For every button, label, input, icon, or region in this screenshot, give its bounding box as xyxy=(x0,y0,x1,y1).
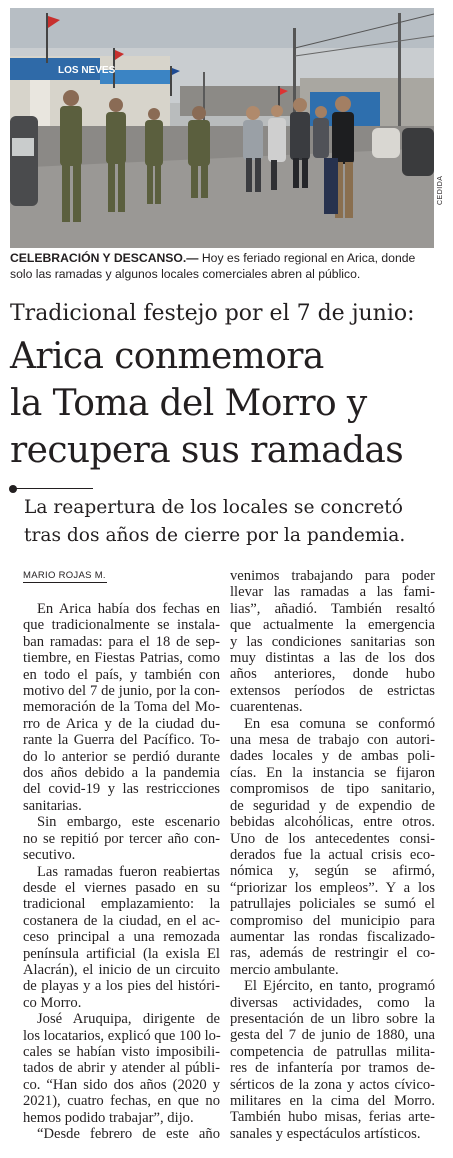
headline xyxy=(10,333,440,474)
article-line: José Aruquipa, dirigente de xyxy=(37,1011,220,1028)
article-line: llevar las ramadas a las fami- xyxy=(230,584,435,601)
article-line: no se repitió por tercer año con- xyxy=(23,830,220,847)
article-line: hemos podido trabajar”, dijo. xyxy=(23,1109,194,1126)
article-line: rante la Guerra del Pacífico. To- xyxy=(23,732,220,749)
article-line: 2021), cuatro fechas, en que no xyxy=(23,1093,220,1110)
bullet-dot xyxy=(9,485,17,493)
deck-line-2: tras dos años de cierre por la pandemia. xyxy=(24,525,406,546)
caption-line-1: Hoy es feriado regional en Arica, donde xyxy=(198,251,416,265)
kicker: Tradicional festejo por el 7 de junio: xyxy=(10,301,415,326)
article-line: cales se habían visto imposibili- xyxy=(23,1043,220,1060)
article-line: compromisos de tipo sanitario, xyxy=(230,781,435,798)
article-line: El Ejército, en tanto, programó xyxy=(244,978,435,995)
article-line: Las ramadas fueron reabiertas xyxy=(37,863,220,880)
article-line: res de infantería por tramos de- xyxy=(230,1060,435,1077)
deck-line-1: La reapertura de los locales se concretó xyxy=(24,497,403,518)
article-line: ban ramadas: para el 18 de sep- xyxy=(23,633,220,650)
byline-divider xyxy=(23,582,107,583)
article-line: costanera de la ciudad, en el ac- xyxy=(23,912,220,929)
article-line: co Morro. xyxy=(23,994,82,1011)
article-line: en todo el país, y también con xyxy=(23,666,220,683)
article-line: diversas actividades, como la xyxy=(230,994,435,1011)
article-line: motivo del 7 de junio, por la con- xyxy=(23,683,220,700)
article-line: secutivo. xyxy=(23,847,76,864)
article-line: años anteriores, donde hubo xyxy=(230,666,435,683)
photo-caption xyxy=(10,250,440,282)
article-line: desde el viernes pasado en su xyxy=(23,879,220,896)
article-line: ras, además de restringir el co- xyxy=(230,945,435,962)
article-line: tradicional emplazamiento: la xyxy=(23,896,220,913)
article-line: En Arica había dos fechas en xyxy=(37,601,220,617)
article-line: que actualmente la emergencia xyxy=(230,617,435,634)
headline-line-1: Arica conmemora xyxy=(10,336,324,377)
caption-lead: CELEBRACIÓN Y DESCANSO.— xyxy=(10,251,199,265)
article-line: En esa comuna se conformó xyxy=(244,715,435,732)
ramadas-scene-photo xyxy=(10,8,434,248)
headline-line-3: recupera sus ramadas xyxy=(10,430,404,471)
article-line: península artificial (la exisla El xyxy=(23,945,220,962)
article-line: ceso principal a una remozada xyxy=(23,929,220,946)
article-line: aumentar las rondas fiscalizado- xyxy=(230,928,435,945)
byline: MARIO ROJAS M. xyxy=(23,570,106,581)
article-line: gesta del 7 de junio de 1880, una xyxy=(230,1027,435,1044)
article-line: presentación de un libro sobre la xyxy=(230,1010,435,1027)
news-photo xyxy=(10,8,434,248)
article-line: dades locales y de ambas poli- xyxy=(230,748,435,765)
article-line: co. “Han sido dos años (2020 y xyxy=(23,1076,220,1093)
article-line: los locatarios, explicó que 100 lo- xyxy=(23,1027,221,1044)
deck-divider xyxy=(13,488,93,489)
article-line: “priorizar los empleos”. Y a los xyxy=(230,879,435,896)
headline-line-2: la Toma del Morro y xyxy=(10,383,367,424)
article-line: que tradicionalmente se instala- xyxy=(23,617,220,634)
article-line: mercio ambulante. xyxy=(230,961,339,978)
article-line: y las condiciones sanitarias son xyxy=(230,633,435,650)
article-line: rro de Arica y de la ciudad du- xyxy=(23,715,220,732)
article-line: bebidas alcohólicas, entre otros. xyxy=(230,814,435,831)
article-line: sanitarias. xyxy=(23,797,82,814)
photo-credit: CEDIDA xyxy=(437,175,444,205)
article-line: de seguridad y de expendio de xyxy=(230,797,435,814)
article-column-2 xyxy=(230,568,435,1142)
article-line: compromiso del municipio para xyxy=(230,912,435,929)
deck xyxy=(24,494,444,550)
article-line: extensos períodos de estrictas xyxy=(230,682,435,699)
article-line: patrullajes policiales se sumó el xyxy=(230,896,435,913)
article-line: muy distintas a las de los dos xyxy=(230,650,435,667)
article-line: Alacrán), el inicio de un circuito xyxy=(23,961,220,978)
article-line: una mesa de trabajo con autori- xyxy=(230,732,435,749)
article-line: competencia de patrullas milita- xyxy=(230,1043,435,1060)
article-line: del covid-19 y las restricciones xyxy=(23,781,220,798)
article-line: cías. En la instancia se fijaron xyxy=(230,764,435,781)
article-line: Uno de los antecedentes consi- xyxy=(230,830,435,847)
article-line: tados de abrir y atender al públi- xyxy=(23,1060,220,1077)
article-column-1 xyxy=(23,601,220,1142)
article-line: derados fue la actual crisis eco- xyxy=(230,846,435,863)
article-line: venimos trabajando para poder xyxy=(230,568,435,584)
article-line: Sin embargo, este escenario xyxy=(37,814,220,831)
article-line: dos años debido a la pandemia xyxy=(23,765,220,782)
article-line: sanales y espectáculos artísticos. xyxy=(230,1125,421,1142)
article-line: tiembre, en Fiestas Patrias, como xyxy=(23,650,220,667)
article-line: militares en la cima del Morro. xyxy=(230,1093,435,1109)
article-line: “Desde febrero de este año xyxy=(37,1126,220,1142)
article-line: lias”, añadió. También resaltó xyxy=(230,600,435,617)
article-line: nómica y, según se afirmó, xyxy=(230,863,435,880)
stall-sign-text: LOS NEVES xyxy=(58,65,116,76)
article-line: memoración de la Toma del Mo- xyxy=(23,699,220,716)
article-line: sérticos de la zona y actos cívico- xyxy=(230,1076,435,1093)
caption-line-2: solo las ramadas y algunos locales comerciales abren al público. xyxy=(10,267,361,281)
article-line: cuarentenas. xyxy=(230,699,303,716)
article-line: do lo anterior se perdió durante xyxy=(23,748,220,765)
article-line: También hubo misas, ferias arte- xyxy=(230,1109,435,1126)
article-line: de playas y a los pies del históri- xyxy=(23,978,220,995)
